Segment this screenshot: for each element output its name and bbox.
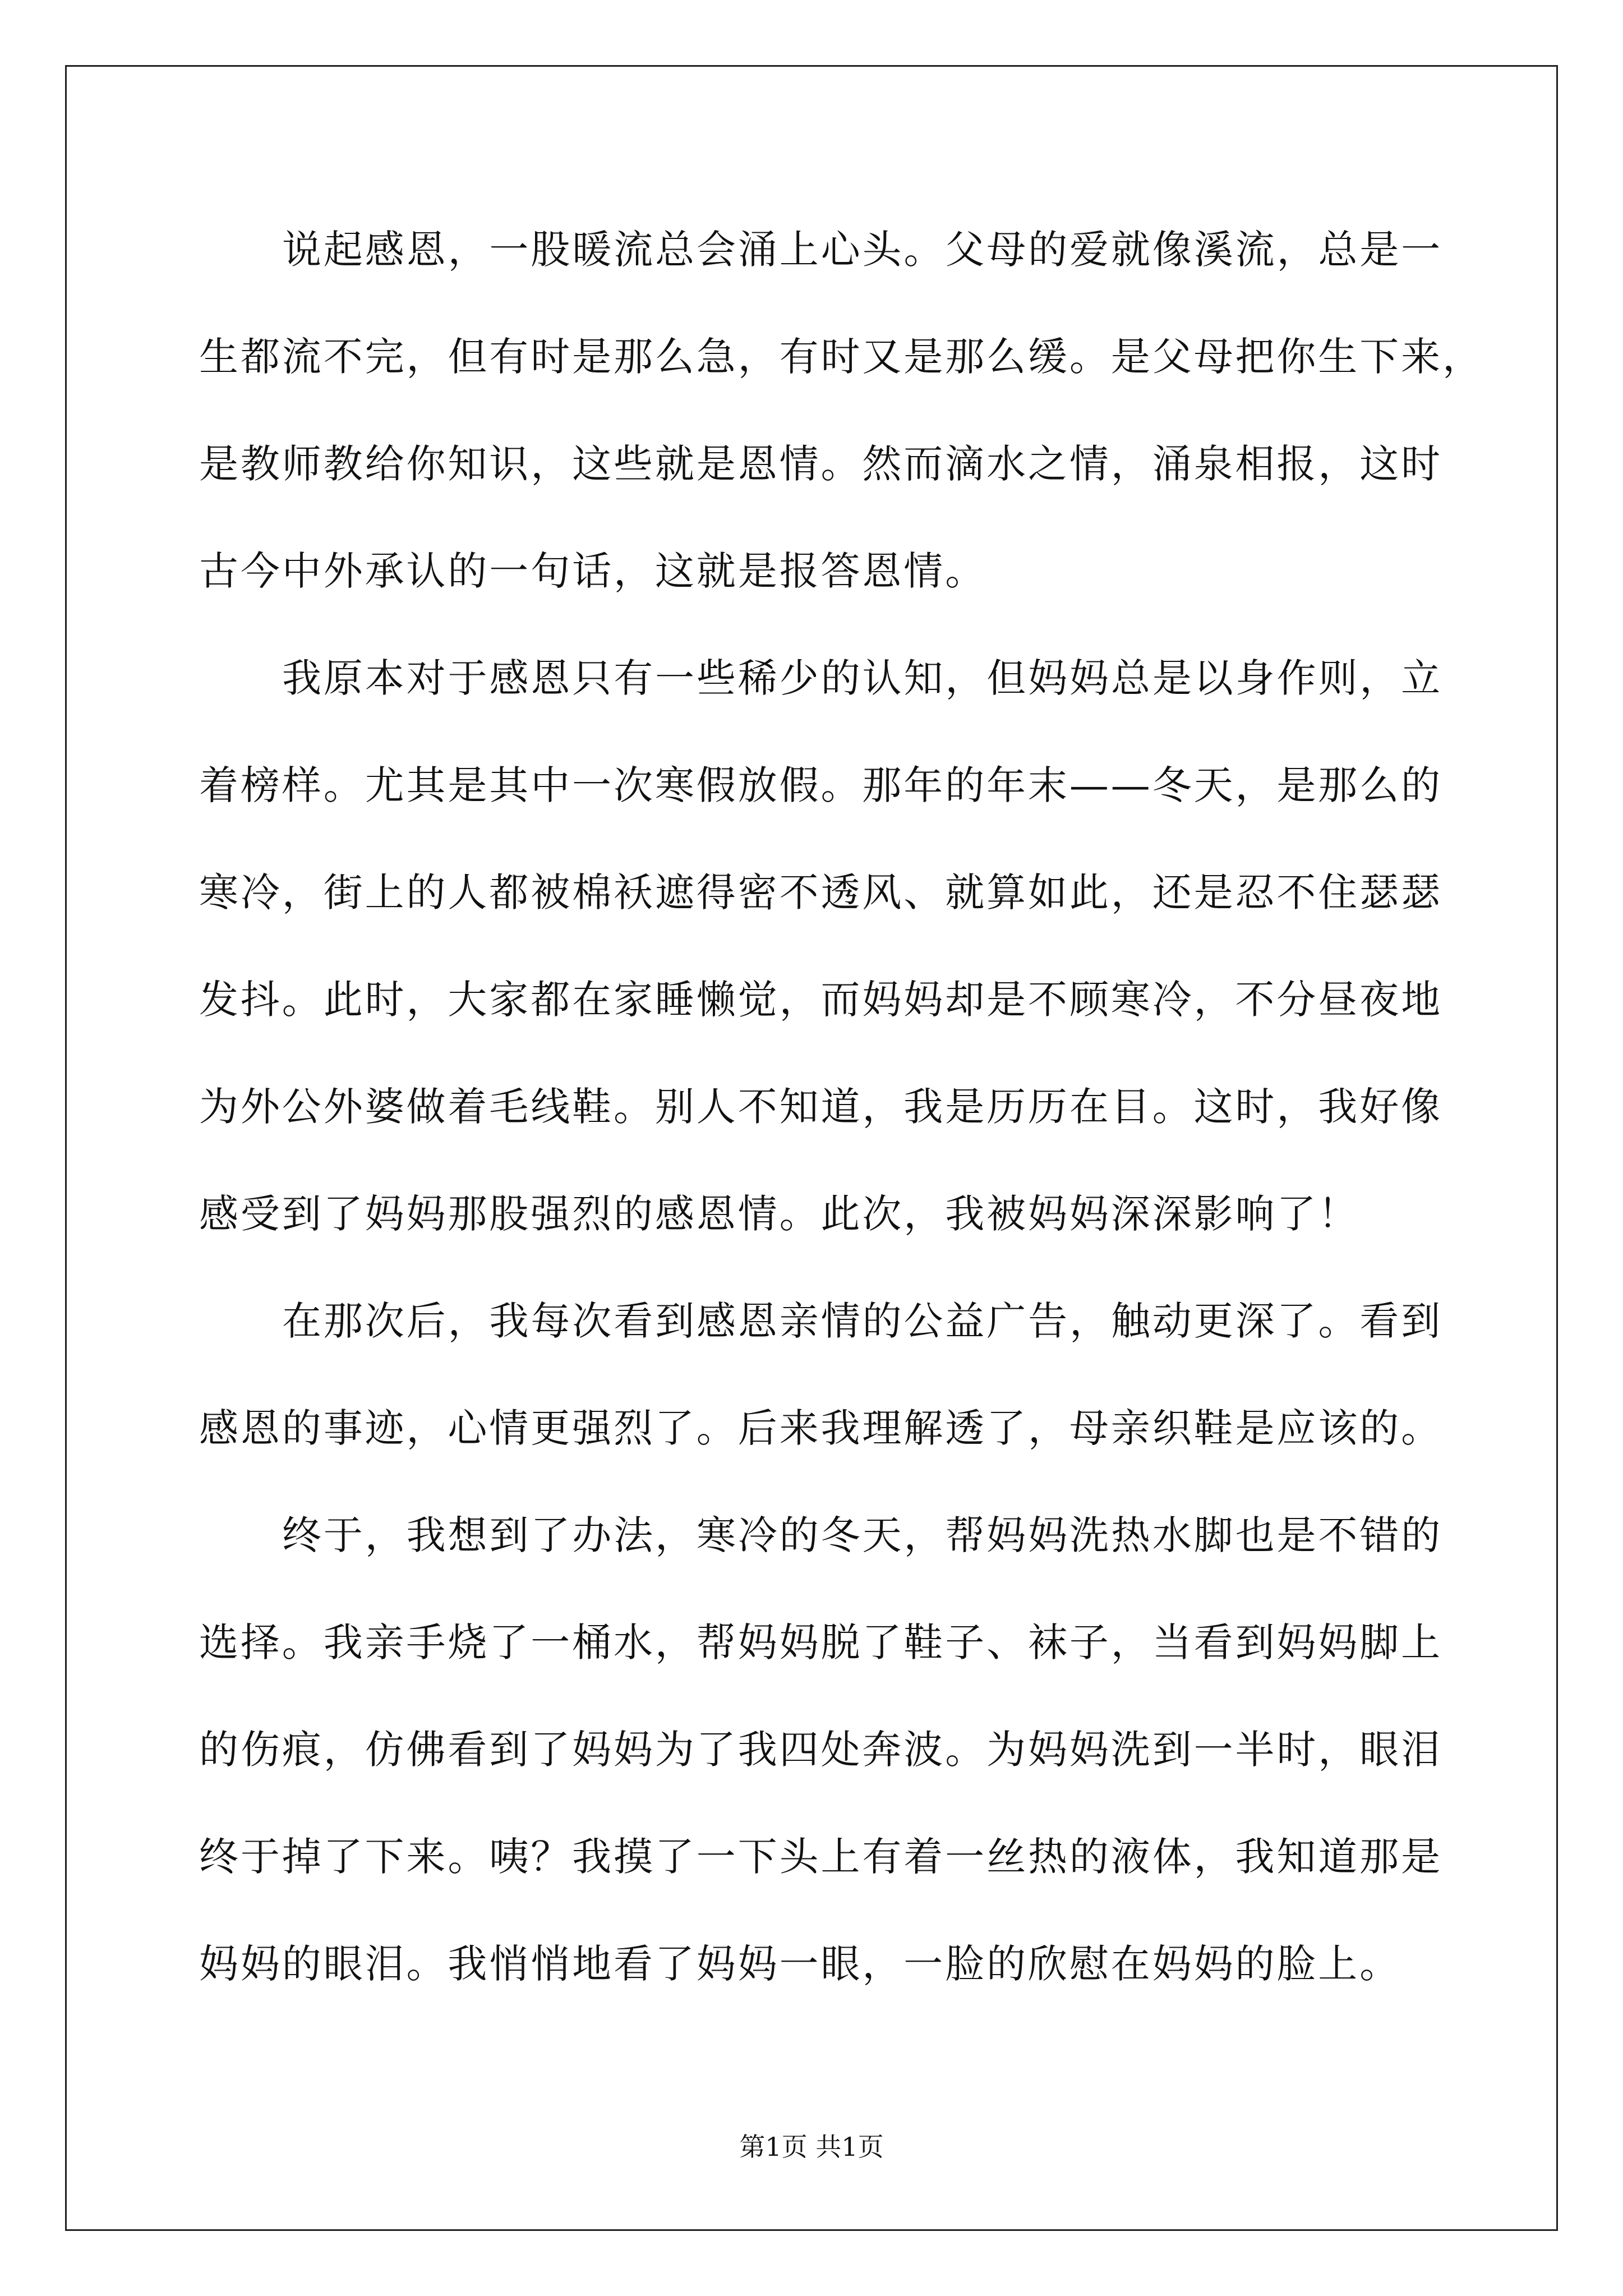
- essay-body: [199, 216, 1484, 2037]
- paragraph-1-line-3: 是教师教给你知识，这些就是恩情。然而滴水之情，涌泉相报，这时: [199, 441, 1442, 487]
- paragraph-2-line-5: 为外公外婆做着毛线鞋。别人不知道，我是历历在目。这时，我好像: [199, 1084, 1442, 1130]
- paragraph-2-line-4: 发抖。此时，大家都在家睡懒觉，而妈妈却是不顾寒冷，不分昼夜地: [199, 977, 1442, 1023]
- paragraph-4-line-3: 的伤痕，仿佛看到了妈妈为了我四处奔波。为妈妈洗到一半时，眼泪: [199, 1727, 1442, 1773]
- paragraph-2-line-2: 着榜样。尤其是其中一次寒假放假。那年的年末——冬天，是那么的: [199, 762, 1442, 808]
- paragraph-2-line-3: 寒冷，街上的人都被棉袄遮得密不透风、就算如此，还是忍不住瑟瑟: [199, 869, 1442, 915]
- paragraph-2-line-6: 感受到了妈妈那股强烈的感恩情。此次，我被妈妈深深影响了！: [199, 1191, 1360, 1237]
- page-number-footer: 第1页 共1页: [739, 2132, 884, 2162]
- paragraph-1-line-4: 古今中外承认的一句话，这就是报答恩情。: [199, 548, 987, 594]
- paragraph-4-line-5: 妈妈的眼泪。我悄悄地看了妈妈一眼，一脸的欣慰在妈妈的脸上。: [199, 1941, 1401, 1987]
- paragraph-4-line-1: 终于，我想到了办法，寒冷的冬天，帮妈妈洗热水脚也是不错的: [282, 1512, 1443, 1558]
- paragraph-1-line-2: 生都流不完，但有时是那么急，有时又是那么缓。是父母把你生下来，: [199, 334, 1484, 380]
- paragraph-1-line-1: 说起感恩，一股暖流总会涌上心头。父母的爱就像溪流，总是一: [282, 227, 1443, 273]
- paragraph-2-line-1: 我原本对于感恩只有一些稀少的认知，但妈妈总是以身作则，立: [282, 655, 1443, 701]
- paragraph-3-line-1: 在那次后，我每次看到感恩亲情的公益广告，触动更深了。看到: [282, 1298, 1443, 1344]
- paragraph-4-line-4: 终于掉了下来。咦？我摸了一下头上有着一丝热的液体，我知道那是: [199, 1834, 1442, 1880]
- paragraph-3-line-2: 感恩的事迹，心情更强烈了。后来我理解透了，母亲织鞋是应该的。: [199, 1405, 1442, 1451]
- paragraph-4-line-2: 选择。我亲手烧了一桶水，帮妈妈脱了鞋子、袜子，当看到妈妈脚上: [199, 1619, 1442, 1665]
